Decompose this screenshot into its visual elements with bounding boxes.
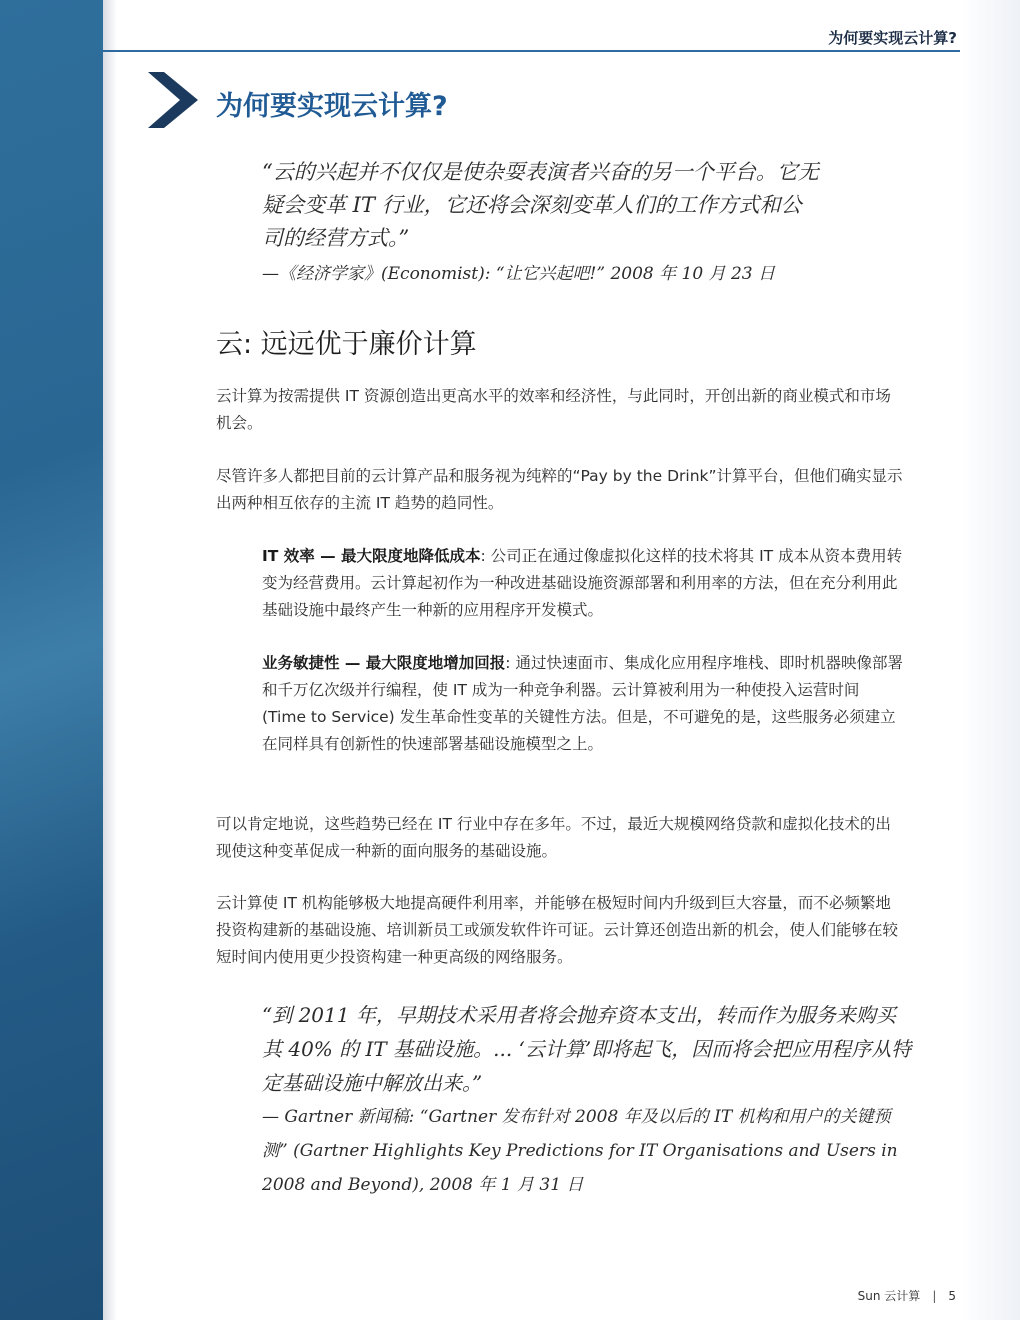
pull-quote-economist: “云的兴起并不仅仅是使杂耍表演者兴奋的另一个平台。它无疑会变革 IT 行业，它还将会深刻变革人们的工作方式和公司的经营方式。” — [262, 160, 819, 250]
page-footer — [858, 1287, 956, 1304]
page-number: 5 — [948, 1289, 956, 1303]
business-agility-text: : 通过快速面市、集成化应用程序堆栈、即时机器映像部署和千万亿次级并行编程，使 IT 成为一种竞争利器。云计算被利用为一种使投入运营时间 (Time to Service) 发生革命性变革的关键性方法。但是，不可避免的是，这些服务必须建立在同样具有创新性的快速部署基础设施模型之上。 — [262, 654, 903, 753]
body-paragraph-5: 可以肯定地说，这些趋势已经在 IT 行业中存在多年。不过，最近大规模网络贷款和虚拟化技术的出现使这种变革促成一种新的面向服务的基础设施。 — [216, 815, 891, 860]
body-paragraph-6: 云计算使 IT 机构能够极大地提高硬件利用率，并能够在极短时间内升级到巨大容量，而不必频繁地投资构建新的基础设施、培训新员工或颁发软件许可证。云计算还创造出新的机会，使人们能够在较短时间内使用更少投资构建一种更高级的网络服务。 — [216, 894, 899, 966]
footer-brand: Sun 云计算 — [857, 1289, 921, 1303]
body-paragraph-business-agility — [262, 650, 906, 758]
footer-separator: | — [932, 1289, 937, 1303]
body-paragraph-2: 尽管许多人都把目前的云计算产品和服务视为纯粹的“Pay by the Drink”计算平台，但他们确实显示出两种相互依存的主流 IT 趋势的趋同性。 — [216, 467, 903, 512]
right-edge-shade — [960, 0, 1020, 1320]
header-rule — [103, 50, 960, 52]
body-paragraph-1: 云计算为按需提供 IT 资源创造出更高水平的效率和经济性，与此同时，开创出新的商业模式和市场机会。 — [216, 387, 891, 432]
sidebar-shadow — [103, 0, 117, 1320]
quote-attribution-economist: —《经济学家》(Economist): “让它兴起吧!” 2008 年 10 月 23 日 — [262, 264, 776, 284]
chevron-icon — [146, 70, 200, 130]
it-efficiency-text: : 公司正在通过像虚拟化这样的技术将其 IT 成本从资本费用转变为经营费用。云计算起初作为一种改进基础设施资源部署和利用率的方法，但在充分利用此基础设施中最终产生一种新的应用程序开发模式。 — [262, 547, 903, 619]
section-title: 云: 远远优于廉价计算 — [216, 329, 477, 360]
body-paragraph-it-efficiency — [262, 543, 906, 624]
quote-attribution-gartner: — Gartner 新闻稿: “Gartner 发布针对 2008 年及以后的 IT 机构和用户的关键预测” (Gartner Highlights Key Predictions for IT Organisations and Users in 2008 and Beyond), 2008 年 1 月 31 日 — [262, 1107, 898, 1195]
business-agility-label: 业务敏捷性 — 最大限度地增加回报 — [262, 654, 506, 672]
pull-quote-gartner: “到 2011 年，早期技术采用者将会抛弃资本支出，转而作为服务来购买其 40% 的 IT 基础设施。... ‘云计算’即将起飞，因而将会把应用程序从特定基础设施中解放出来。” — [262, 1003, 912, 1095]
sidebar-band — [0, 0, 103, 1320]
chapter-title: 为何要实现云计算? — [216, 91, 448, 122]
running-header-title: 为何要实现云计算? — [828, 29, 957, 47]
it-efficiency-label: IT 效率 — 最大限度地降低成本 — [262, 547, 481, 565]
